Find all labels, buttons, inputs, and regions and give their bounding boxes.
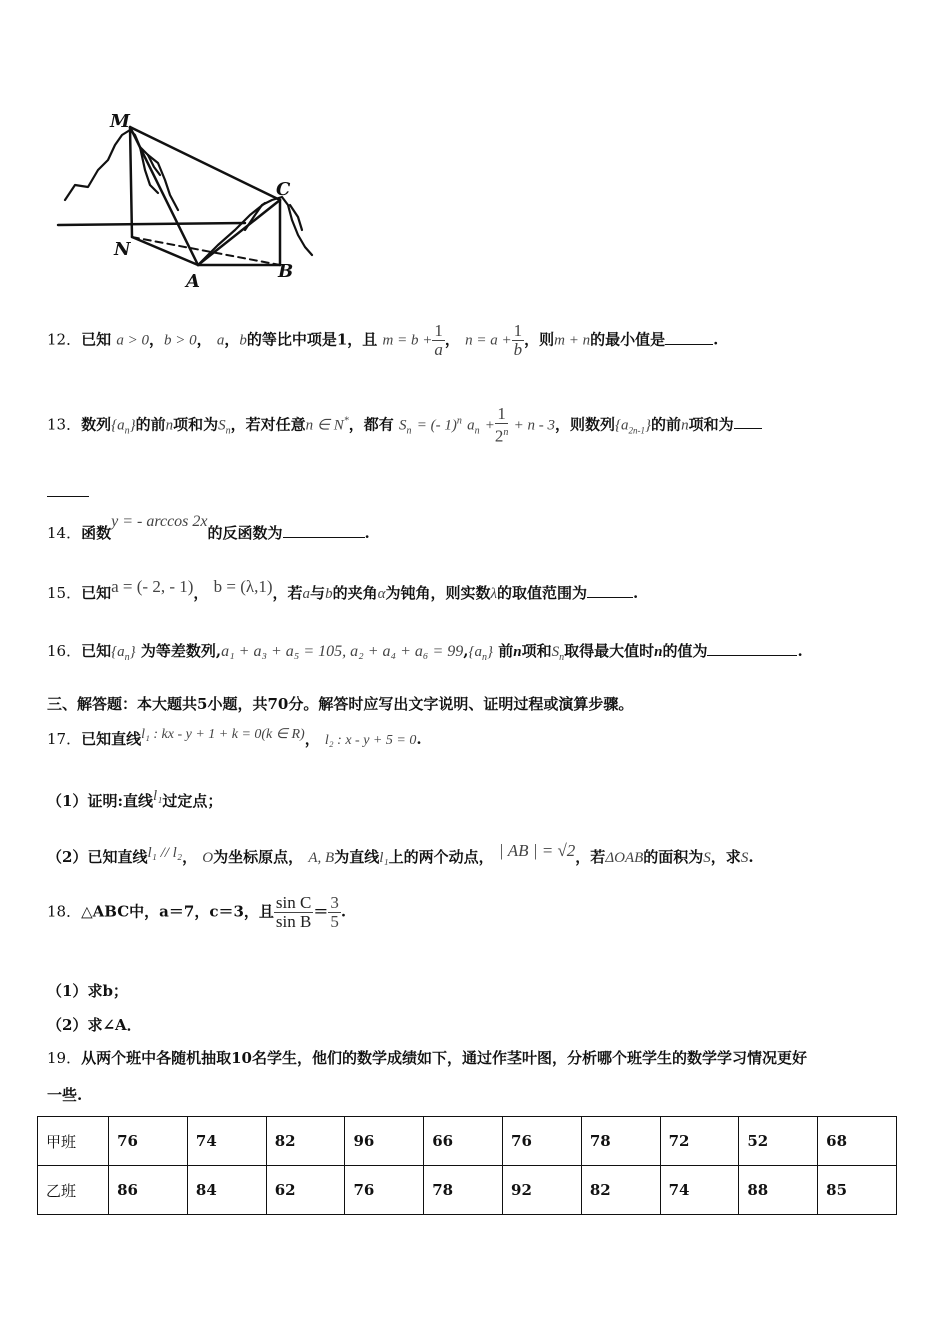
table-cell: 74 xyxy=(187,1117,266,1166)
score-table xyxy=(37,1116,897,1215)
table-cell: 76 xyxy=(345,1166,424,1215)
question-number: 17． xyxy=(47,730,82,748)
label-b: B xyxy=(278,261,294,282)
fraction: $\frac{1}{a}$ xyxy=(434,321,443,359)
question-number: 12． xyxy=(47,330,82,349)
mountain-figure xyxy=(50,105,360,295)
question-16: 16．已知$\{a_n\}$ 为等差数列,a₁ + a₃ + a₅ = 105, $a_2 + a_4 + a_6 = 99,\{a_n\}$ 前n项和$S_n$取得最大值时n的值为 . xyxy=(47,642,803,663)
question-17: 17．已知直线l₁ : kx - y + 1 + k = 0(k ∈ R)， l₂ : x - y + 5 = 0. xyxy=(47,727,422,748)
answer-blank xyxy=(734,416,762,429)
question-number: 15． xyxy=(47,584,82,602)
question-19: 19．从两个班中各随机抽取10名学生，他们的数学成绩如下，通过作茎叶图，分析哪个班学生的数学学习情况更好 xyxy=(47,1049,807,1067)
table-cell: 68 xyxy=(818,1117,897,1166)
table-cell: 88 xyxy=(739,1166,818,1215)
table-cell: 78 xyxy=(581,1117,660,1166)
table-cell: 82 xyxy=(581,1166,660,1215)
section-heading: 三、解答题：本大题共5小题，共70分。解答时应写出文字说明、证明过程或演算步骤。 xyxy=(47,695,634,713)
table-cell: 74 xyxy=(660,1166,739,1215)
answer-blank xyxy=(283,525,365,538)
label-c: C xyxy=(276,179,291,200)
question-19-line-2: 一些. xyxy=(47,1086,83,1104)
question-17-part-2: （2）已知直线l₁ // l₂， O为坐标原点， A, B为直线l₁上的两个动点， | AB | = √2，若ΔOAB的面积为S，求S. xyxy=(47,841,754,866)
label-n: N xyxy=(114,239,131,260)
question-number: 18． xyxy=(47,902,82,921)
table-row xyxy=(38,1117,897,1166)
table-cell: 78 xyxy=(424,1166,503,1215)
label-a: A xyxy=(186,271,200,292)
table-cell: 92 xyxy=(503,1166,582,1215)
question-number: 13． xyxy=(47,415,82,434)
row-label: 乙班 xyxy=(38,1166,109,1215)
question-18-part-1: （1）求b； xyxy=(47,982,128,1000)
question-number: 19． xyxy=(47,1049,82,1067)
answer-blank xyxy=(587,585,633,598)
question-14: 14．函数y = - arccos 2x的反函数为 . xyxy=(47,513,370,542)
question-number: 14． xyxy=(47,524,82,542)
row-label: 甲班 xyxy=(38,1117,109,1166)
question-12: 12．已知 a > 0，b > 0， a，b的等比中项是1，且 m = b + $\frac{1}{a}$ ， n = a + $\frac{1}{b}$ ，则m + n的最小值是 . xyxy=(47,321,719,359)
table-row xyxy=(38,1166,897,1215)
table-cell: 62 xyxy=(266,1166,345,1215)
answer-blank xyxy=(707,643,797,656)
answer-blank-continued xyxy=(47,496,89,497)
table-cell: 66 xyxy=(424,1117,503,1166)
fraction: $\frac{1}{2^n}$ xyxy=(494,404,509,446)
table-cell: 96 xyxy=(345,1117,424,1166)
question-18: 18．△ABC中，a＝7，c＝3，且 $\frac{\text{sin C}}{\text{sin B}}$ ＝ $\frac{3}{5}$ . xyxy=(47,893,347,931)
table-cell: 86 xyxy=(109,1166,188,1215)
question-number: 16． xyxy=(47,642,82,660)
question-18-part-2: （2）求∠A． xyxy=(47,1016,142,1034)
question-13: 13．数列$\{a_n\}$的前n项和为$S_n$，若对任意n ∈ N*，都有 $S_n$ = (- 1)$^n$ $a_n$ + $\frac{1}{2^n}$ + n - 3，则数列$\{a_{2n-1}\}$的前n项和为 xyxy=(47,405,762,446)
table-cell: 85 xyxy=(818,1166,897,1215)
fraction: $\frac{\text{sin C}}{\text{sin B}}$ xyxy=(275,893,312,931)
table-cell: 72 xyxy=(660,1117,739,1166)
fraction: $\frac{3}{5}$ xyxy=(330,893,339,931)
fraction: $\frac{1}{b}$ xyxy=(513,321,523,359)
answer-blank xyxy=(665,332,713,345)
table-cell: 82 xyxy=(266,1117,345,1166)
question-17-part-1: （1）证明:直线l₁过定点； xyxy=(47,788,223,810)
label-m: M xyxy=(110,111,130,132)
table-cell: 52 xyxy=(739,1117,818,1166)
table-cell: 84 xyxy=(187,1166,266,1215)
question-15: 15．已知a = (- 2, - 1)， b = (λ,1)，若a与b的夹角α为钝角，则实数λ的取值范围为 . xyxy=(47,577,639,602)
table-cell: 76 xyxy=(109,1117,188,1166)
table-cell: 76 xyxy=(503,1117,582,1166)
